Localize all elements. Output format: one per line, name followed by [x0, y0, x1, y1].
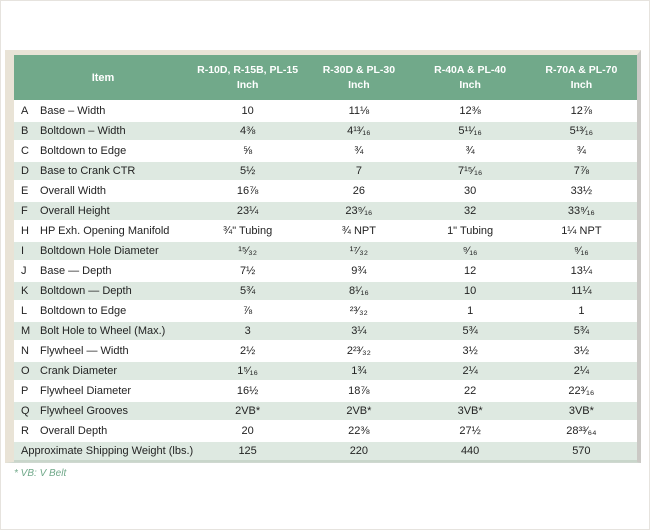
row-value: 3VB*	[568, 405, 594, 417]
row-item-label: Boltdown – Width	[40, 125, 126, 137]
row-value: 2VB*	[346, 405, 372, 417]
row-value: 23¼	[236, 205, 259, 217]
row-item-label: Base — Depth	[40, 265, 112, 277]
row-value: 2¼	[462, 365, 478, 377]
row-value: 5½	[239, 165, 256, 177]
row-value: ¾ NPT	[341, 225, 376, 237]
table-row	[14, 180, 637, 200]
table-row	[14, 200, 637, 220]
row-item-label: Flywheel Diameter	[40, 385, 132, 397]
column-header-unit: Inch	[348, 78, 370, 91]
row-letter: A	[21, 105, 29, 117]
row-letter: B	[21, 125, 29, 137]
row-letter: C	[21, 145, 29, 157]
row-value: 16⅞	[236, 185, 259, 197]
row-item-label: Flywheel — Width	[40, 345, 129, 357]
row-value: 12⅜	[459, 105, 481, 117]
row-value: 2VB*	[235, 405, 261, 417]
row-value: ¹⁷⁄₃₂	[349, 245, 368, 257]
row-letter: L	[21, 305, 28, 317]
row-value: 1" Tubing	[447, 225, 494, 237]
row-letter: N	[21, 345, 29, 357]
table-row	[14, 340, 637, 360]
row-value: 9¾	[351, 265, 367, 277]
row-value: ¾	[354, 145, 364, 157]
row-value: 11⅛	[348, 105, 370, 117]
row-item-label: Boltdown to Edge	[40, 305, 127, 317]
row-value: 5¹¹⁄₁₆	[458, 125, 482, 137]
row-value: ²³⁄₃₂	[349, 305, 368, 317]
row-item-label: Boltdown — Depth	[40, 285, 132, 297]
column-header-unit: Inch	[236, 78, 259, 91]
row-value: 18⅞	[348, 385, 370, 397]
table-row	[14, 220, 637, 240]
row-value: 5¾	[462, 325, 478, 337]
row-value: 2²³⁄₃₂	[346, 345, 371, 357]
row-value: 7	[355, 165, 362, 177]
row-letter: H	[21, 225, 29, 237]
row-item-label: Overall Height	[40, 205, 110, 217]
row-value: 3VB*	[457, 405, 483, 417]
table-row	[14, 320, 637, 340]
row-value: 30	[464, 185, 477, 197]
row-value: 5¾	[239, 285, 256, 297]
table-row	[14, 160, 637, 180]
row-value: 4¹³⁄₁₆	[347, 125, 371, 137]
row-value: 4⅜	[239, 125, 256, 137]
column-header-unit: Inch	[570, 78, 593, 91]
row-item-label: Boltdown to Edge	[40, 145, 127, 157]
row-value: 23⁹⁄₁₆	[345, 205, 373, 217]
shipping-weight-value: 220	[349, 445, 369, 457]
table-row	[14, 260, 637, 280]
table-row	[14, 360, 637, 380]
row-item-label: Flywheel Grooves	[40, 405, 129, 417]
row-value: 26	[352, 185, 365, 197]
table-row	[14, 100, 637, 120]
row-value: 28³³⁄₆₄	[566, 425, 597, 437]
row-value: 10	[241, 105, 254, 117]
row-value: 12	[464, 265, 477, 277]
row-letter: J	[21, 265, 27, 277]
row-letter: I	[21, 245, 25, 257]
row-value: 33½	[570, 185, 593, 197]
row-item-label: Boltdown Hole Diameter	[40, 245, 159, 257]
row-item-label: Bolt Hole to Wheel (Max.)	[40, 325, 166, 337]
row-letter: F	[21, 205, 28, 217]
table-body	[14, 100, 637, 462]
row-item-label: Base to Crank CTR	[40, 165, 136, 177]
row-value: 32	[464, 205, 477, 217]
row-value: ⁹⁄₁₆	[462, 245, 478, 257]
spec-table	[5, 50, 641, 463]
row-letter: Q	[21, 405, 30, 417]
table-row	[14, 140, 637, 160]
row-value: 13¼	[570, 265, 593, 277]
column-header-model-3	[415, 63, 526, 93]
vb-footnote: * VB: V Belt	[14, 468, 67, 479]
row-value: 22³⁄₁₆	[568, 385, 595, 397]
row-value: 10	[464, 285, 477, 297]
row-value: 3	[244, 325, 251, 337]
row-value: 1¾	[351, 365, 367, 377]
row-value: 1	[578, 305, 585, 317]
row-value: 11¼	[571, 285, 592, 297]
row-value: 22	[464, 385, 477, 397]
row-value: 12⅞	[570, 105, 593, 117]
row-value: ⅝	[243, 145, 253, 157]
row-value: 3¼	[351, 325, 367, 337]
table-row	[14, 420, 637, 440]
row-value: 3½	[462, 345, 478, 357]
row-value: 16½	[236, 385, 259, 397]
shipping-weight-value: 570	[572, 445, 591, 457]
table-row	[14, 400, 637, 420]
row-value: ¾	[576, 145, 586, 157]
row-value: ¾	[465, 145, 475, 157]
row-value: 1	[467, 305, 474, 317]
column-header-model-2	[303, 63, 414, 93]
row-item-label: Overall Depth	[40, 425, 108, 437]
table-row	[14, 240, 637, 260]
row-item-label: Overall Width	[40, 185, 107, 197]
row-value: 22⅜	[348, 425, 370, 437]
row-letter: P	[21, 385, 29, 397]
table-header-row	[14, 55, 637, 100]
row-item-label: Crank Diameter	[40, 365, 118, 377]
row-value: 5¹³⁄₁₆	[569, 125, 594, 137]
row-value: 1¼ NPT	[561, 225, 602, 237]
table-row	[14, 380, 637, 400]
row-value: 1⁵⁄₁₆	[237, 365, 258, 377]
row-value: ⅞	[243, 305, 253, 317]
row-letter: R	[21, 425, 29, 437]
row-letter: K	[21, 285, 29, 297]
row-value: 33⁹⁄₁₆	[567, 205, 595, 217]
row-item-label: Base – Width	[40, 105, 106, 117]
row-value: ¹⁵⁄₃₂	[238, 245, 258, 257]
shipping-weight-row	[14, 440, 637, 462]
table-row	[14, 120, 637, 140]
table-row	[14, 280, 637, 300]
row-value: ⁹⁄₁₆	[574, 245, 589, 257]
row-value: 20	[241, 425, 254, 437]
column-header-model-4	[526, 63, 637, 93]
row-value: ¾" Tubing	[223, 225, 273, 237]
column-header-models: R-30D & PL-30	[322, 63, 396, 76]
row-value: 7¹⁵⁄₁₆	[457, 165, 483, 177]
table-row	[14, 300, 637, 320]
column-header-models: R-70A & PL-70	[545, 63, 618, 76]
row-letter: D	[21, 165, 29, 177]
row-value: 27½	[459, 425, 481, 437]
row-value: 2½	[239, 345, 256, 357]
column-header-models: R-40A & PL-40	[434, 63, 507, 76]
column-header-model-1	[192, 63, 303, 93]
row-value: 7⅞	[573, 165, 590, 177]
shipping-weight-label: Approximate Shipping Weight (lbs.)	[21, 445, 194, 457]
row-value: 7½	[239, 265, 256, 277]
row-value: 5¾	[573, 325, 590, 337]
row-letter: E	[21, 185, 29, 197]
shipping-weight-value: 440	[460, 445, 480, 457]
row-value: 2¼	[573, 365, 590, 377]
column-header-item: Item	[91, 71, 115, 84]
column-header-models: R-10D, R-15B, PL-15	[197, 63, 299, 76]
row-value: 3½	[573, 345, 590, 357]
row-letter: O	[21, 365, 30, 377]
shipping-weight-value: 125	[238, 445, 257, 457]
row-value: 8¹⁄₁₆	[348, 285, 369, 297]
column-header-unit: Inch	[459, 78, 481, 91]
row-item-label: HP Exh. Opening Manifold	[40, 225, 170, 237]
row-letter: M	[21, 325, 31, 337]
